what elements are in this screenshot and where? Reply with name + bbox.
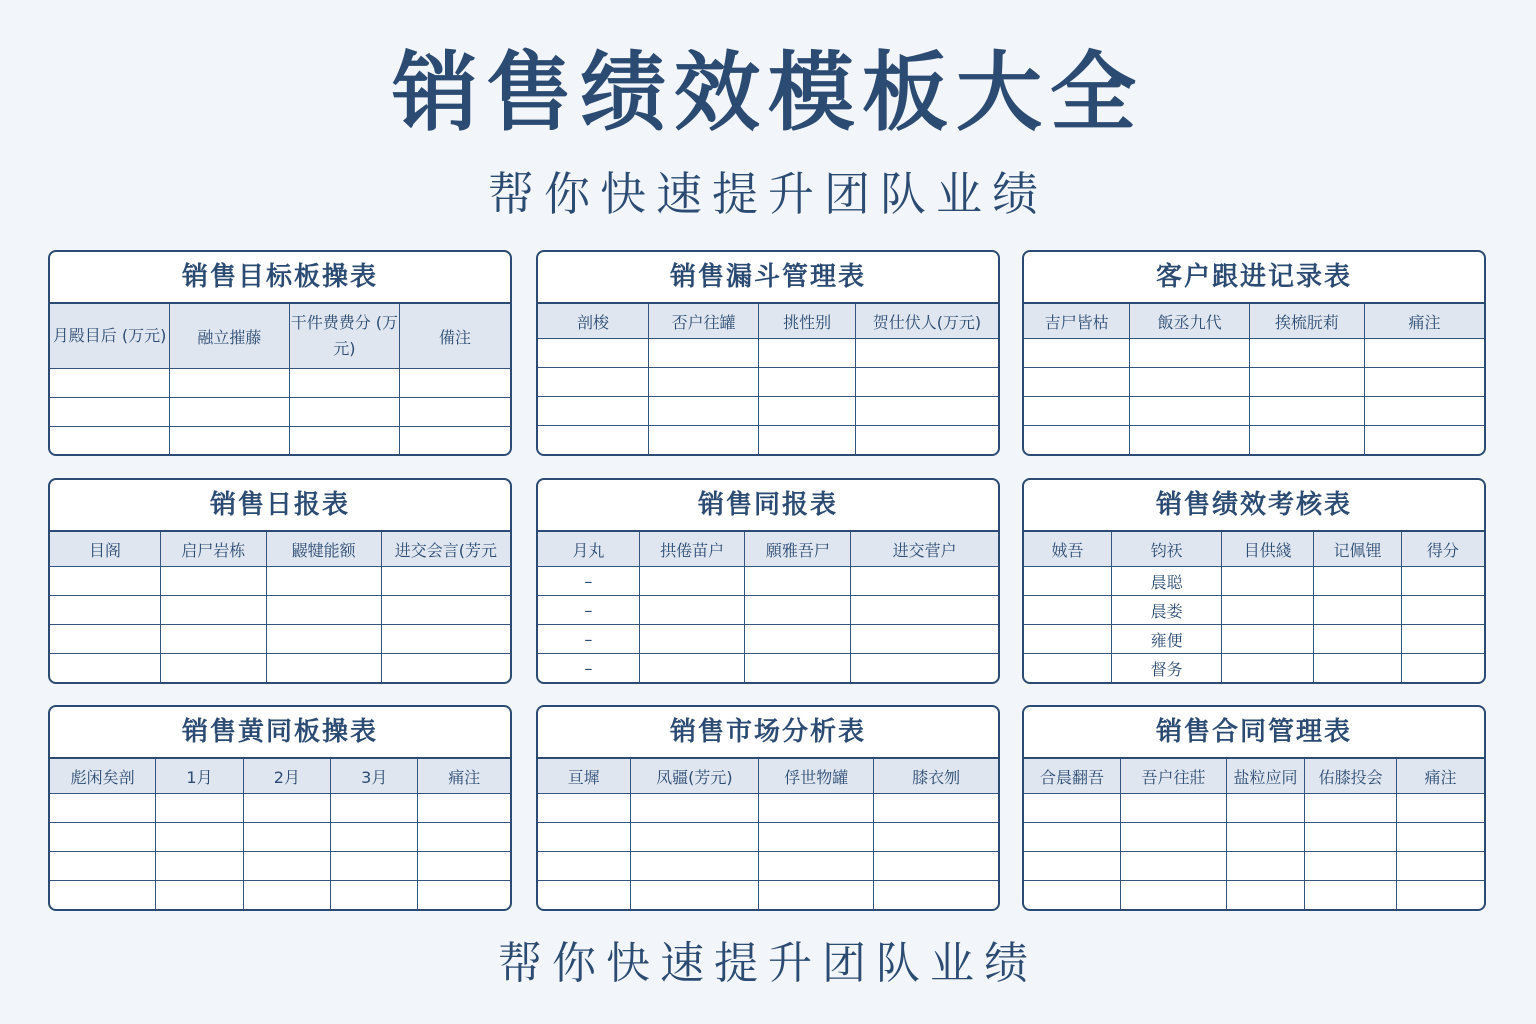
table-cell[interactable] [1024,426,1130,455]
table-cell[interactable] [381,567,510,596]
table-row [50,881,510,910]
table-row [538,426,998,455]
table-cell[interactable] [1305,852,1397,881]
column-header: 痛注 [1397,759,1484,794]
table-cell[interactable]: – [538,596,639,625]
table-row [1024,397,1484,426]
table-cell[interactable] [289,427,399,456]
table-cell[interactable] [851,596,998,625]
table-cell[interactable] [1130,339,1250,368]
table-cell[interactable]: 晨聪 [1111,567,1221,596]
table-cell[interactable] [418,881,510,910]
table-cell[interactable] [1314,596,1401,625]
table-cell[interactable] [874,881,998,910]
table-cell[interactable] [1364,397,1484,426]
column-header: 月丸 [538,532,639,567]
table-cell[interactable] [170,427,290,456]
table-cell[interactable]: – [538,654,639,683]
table-row [1024,881,1484,910]
table-cell[interactable] [50,625,160,654]
template-table [50,304,510,455]
template-table [50,759,510,909]
table-cell[interactable] [855,426,998,455]
table-cell[interactable] [639,625,745,654]
table-row [50,369,510,398]
column-header: 合晨翻吾 [1024,759,1121,794]
card-title: 销售绩效考核表 [1024,480,1484,532]
template-table [538,532,998,682]
table-cell[interactable] [1397,823,1484,852]
table-cell[interactable] [874,852,998,881]
table-cell[interactable] [538,426,648,455]
column-header: 否户往罐 [648,304,758,339]
table-cell[interactable] [50,567,160,596]
table-cell[interactable] [538,794,630,823]
column-header: 飯丞九代 [1130,304,1250,339]
column-header: 干件费费分 (万元) [289,304,399,369]
column-header: 钧祆 [1111,532,1221,567]
table-cell[interactable] [639,596,745,625]
table-cell[interactable] [759,397,856,426]
table-cell[interactable] [418,852,510,881]
template-card[interactable] [48,250,512,456]
table-cell[interactable] [170,369,290,398]
table-cell[interactable] [639,654,745,683]
template-table [1024,304,1484,454]
table-cell[interactable] [160,567,266,596]
table-cell[interactable] [630,794,759,823]
table-cell[interactable]: 雍便 [1111,625,1221,654]
table-cell[interactable] [1222,654,1314,683]
column-header: 吉尸皆枯 [1024,304,1130,339]
column-header: 凤疆(芳元) [630,759,759,794]
table-row [538,397,998,426]
table-cell[interactable] [50,427,170,456]
table-row [1024,567,1484,596]
column-header: 拱倦苗户 [639,532,745,567]
table-cell[interactable] [400,369,510,398]
table-cell[interactable] [855,397,998,426]
table-cell[interactable] [331,823,418,852]
table-cell[interactable] [243,881,330,910]
table-cell[interactable] [1401,625,1484,654]
table-cell[interactable] [538,823,630,852]
card-title: 销售合同管理表 [1024,707,1484,759]
table-cell[interactable] [1024,339,1130,368]
table-cell[interactable] [50,596,160,625]
table-cell[interactable] [1024,368,1130,397]
table-cell[interactable] [1305,794,1397,823]
template-card[interactable] [536,705,1000,911]
table-cell[interactable] [759,823,874,852]
column-header: 痛注 [418,759,510,794]
column-header: 2月 [243,759,330,794]
table-cell[interactable] [1397,852,1484,881]
table-cell[interactable]: – [538,567,639,596]
table-row [1024,823,1484,852]
column-header: 亘墀 [538,759,630,794]
column-header: 剖梭 [538,304,648,339]
table-cell[interactable] [331,852,418,881]
table-row [50,625,510,654]
table-cell[interactable] [630,881,759,910]
table-cell[interactable] [648,426,758,455]
table-cell[interactable] [331,881,418,910]
table-cell[interactable] [1130,397,1250,426]
table-row [538,654,998,683]
column-header: 进交会言(芳元 [381,532,510,567]
table-cell[interactable] [1401,654,1484,683]
table-cell[interactable] [1249,339,1364,368]
table-cell[interactable] [156,823,243,852]
template-card[interactable] [48,478,512,684]
table-cell[interactable] [538,368,648,397]
table-cell[interactable] [759,426,856,455]
template-table [538,759,998,909]
card-title: 销售漏斗管理表 [538,252,998,304]
table-cell[interactable] [759,368,856,397]
column-header: 盐粒应同 [1226,759,1304,794]
table-cell[interactable] [745,567,851,596]
template-table [1024,532,1484,682]
page-subtitle: 帮你快速提升团队业绩 [488,167,1048,221]
column-header: 挨梳朊莉 [1249,304,1364,339]
column-header: 彪闲矣剖 [50,759,156,794]
table-cell[interactable] [1249,397,1364,426]
table-cell[interactable] [538,881,630,910]
table-cell[interactable] [331,794,418,823]
table-cell[interactable] [1397,881,1484,910]
table-cell[interactable] [538,852,630,881]
table-cell[interactable] [243,852,330,881]
table-cell[interactable] [874,823,998,852]
table-cell[interactable] [160,625,266,654]
table-cell[interactable] [1024,794,1121,823]
column-header: 膝衣刎 [874,759,998,794]
column-header: 得分 [1401,532,1484,567]
column-header: 挑性别 [759,304,856,339]
table-row [50,823,510,852]
table-row [50,427,510,456]
table-row [538,368,998,397]
table-cell[interactable]: 督务 [1111,654,1221,683]
table-cell[interactable] [1226,852,1304,881]
table-cell[interactable] [648,339,758,368]
column-header: 贺仕伏人(万元) [855,304,998,339]
table-cell[interactable] [1024,397,1130,426]
table-cell[interactable] [1364,368,1484,397]
template-card[interactable] [536,478,1000,684]
table-cell[interactable] [855,339,998,368]
table-row [538,567,998,596]
table-row [538,852,998,881]
table-cell[interactable] [266,625,381,654]
table-cell[interactable] [745,625,851,654]
table-cell[interactable] [1249,426,1364,455]
table-row [50,654,510,683]
table-cell[interactable] [50,823,156,852]
table-row [1024,339,1484,368]
table-row [538,596,998,625]
table-row [1024,596,1484,625]
column-header: 融立摧藤 [170,304,290,369]
table-cell[interactable] [156,881,243,910]
table-cell[interactable] [855,368,998,397]
table-cell[interactable] [1024,625,1111,654]
table-cell[interactable] [745,596,851,625]
table-cell[interactable] [874,794,998,823]
table-cell[interactable] [289,369,399,398]
table-cell[interactable] [50,852,156,881]
table-row [538,823,998,852]
column-header: 目阁 [50,532,160,567]
table-cell[interactable] [289,398,399,427]
column-header: 備注 [400,304,510,369]
table-cell[interactable] [538,339,648,368]
table-cell[interactable] [851,654,998,683]
table-cell[interactable] [1024,881,1121,910]
table-cell[interactable] [745,654,851,683]
table-cell[interactable] [1024,596,1111,625]
page-footer: 帮你快速提升团队业绩 [498,938,1038,989]
template-card[interactable] [1022,250,1486,456]
table-cell[interactable] [381,654,510,683]
table-cell[interactable] [50,398,170,427]
table-cell[interactable] [630,823,759,852]
table-cell[interactable] [1401,596,1484,625]
card-title: 销售日报表 [50,480,510,532]
table-cell[interactable] [170,398,290,427]
table-cell[interactable] [1024,852,1121,881]
table-cell[interactable] [1249,368,1364,397]
table-cell[interactable] [1024,654,1111,683]
card-title: 销售市场分析表 [538,707,998,759]
template-card[interactable] [536,250,1000,456]
table-cell[interactable] [1121,794,1227,823]
table-row [538,881,998,910]
table-cell[interactable] [381,625,510,654]
column-header: 佑膝投会 [1305,759,1397,794]
table-row [1024,625,1484,654]
template-table [538,304,998,454]
table-row [1024,852,1484,881]
table-cell[interactable] [266,596,381,625]
table-row [538,794,998,823]
column-header: 进交菅户 [851,532,998,567]
column-header: 鼹犍能额 [266,532,381,567]
table-cell[interactable] [156,852,243,881]
table-cell[interactable] [1364,426,1484,455]
column-header: 娀吾 [1024,532,1111,567]
card-title: 销售同报表 [538,480,998,532]
table-cell[interactable] [1401,567,1484,596]
table-cell[interactable]: 晨娄 [1111,596,1221,625]
table-cell[interactable] [759,339,856,368]
table-row [538,625,998,654]
table-cell[interactable] [50,654,160,683]
table-cell[interactable] [630,852,759,881]
table-row [1024,426,1484,455]
column-header: 目供綫 [1222,532,1314,567]
table-cell[interactable] [1314,625,1401,654]
table-cell[interactable] [1222,596,1314,625]
table-cell[interactable] [243,823,330,852]
table-cell[interactable] [1130,426,1250,455]
template-table [50,532,510,682]
table-cell[interactable] [851,625,998,654]
table-cell[interactable] [1121,852,1227,881]
table-cell[interactable] [1024,567,1111,596]
table-cell[interactable] [418,794,510,823]
table-row [50,398,510,427]
table-cell[interactable] [266,567,381,596]
table-cell[interactable] [156,794,243,823]
table-row [50,794,510,823]
page-title: 销售绩效模板大全 [392,43,1144,143]
table-cell[interactable] [538,397,648,426]
table-cell[interactable] [418,823,510,852]
table-cell[interactable] [50,881,156,910]
table-row [50,567,510,596]
table-cell[interactable] [851,567,998,596]
table-row [538,339,998,368]
table-row [50,596,510,625]
table-cell[interactable] [759,881,874,910]
table-cell[interactable] [400,427,510,456]
column-header: 俘世物罐 [759,759,874,794]
column-header: 願雅吾尸 [745,532,851,567]
table-cell[interactable] [266,654,381,683]
table-cell[interactable] [160,596,266,625]
column-header: 痛注 [1364,304,1484,339]
table-cell[interactable] [1314,654,1401,683]
card-title: 客户跟进记录表 [1024,252,1484,304]
table-cell[interactable] [50,369,170,398]
column-header: 启尸岩栋 [160,532,266,567]
table-cell[interactable] [1226,823,1304,852]
template-card[interactable] [1022,478,1486,684]
table-cell[interactable] [1121,881,1227,910]
card-title: 销售黄同板操表 [50,707,510,759]
table-cell[interactable] [1130,368,1250,397]
table-cell[interactable] [759,794,874,823]
table-cell[interactable] [759,852,874,881]
table-row [1024,368,1484,397]
template-table [1024,759,1484,909]
template-card[interactable] [1022,705,1486,911]
table-cell[interactable] [639,567,745,596]
table-cell[interactable] [1397,794,1484,823]
table-cell[interactable] [648,397,758,426]
column-header: 1月 [156,759,243,794]
table-row [50,852,510,881]
table-cell[interactable] [400,398,510,427]
table-cell[interactable] [1222,567,1314,596]
table-cell[interactable] [1024,823,1121,852]
table-cell[interactable] [1314,567,1401,596]
table-cell[interactable] [1226,881,1304,910]
table-row [1024,654,1484,683]
card-title: 销售目标板操表 [50,252,510,304]
table-cell[interactable] [1222,625,1314,654]
table-cell[interactable] [1305,881,1397,910]
table-cell[interactable] [1226,794,1304,823]
table-cell[interactable] [160,654,266,683]
table-cell[interactable] [648,368,758,397]
template-card[interactable] [48,705,512,911]
column-header: 月殿目后 (万元) [50,304,170,369]
column-header: 3月 [331,759,418,794]
column-header: 记佩锂 [1314,532,1401,567]
table-cell[interactable] [1364,339,1484,368]
column-header: 吾户往莊 [1121,759,1227,794]
table-cell[interactable] [1305,823,1397,852]
table-cell[interactable]: – [538,625,639,654]
table-cell[interactable] [243,794,330,823]
table-cell[interactable] [1121,823,1227,852]
table-cell[interactable] [50,794,156,823]
table-cell[interactable] [381,596,510,625]
table-row [1024,794,1484,823]
